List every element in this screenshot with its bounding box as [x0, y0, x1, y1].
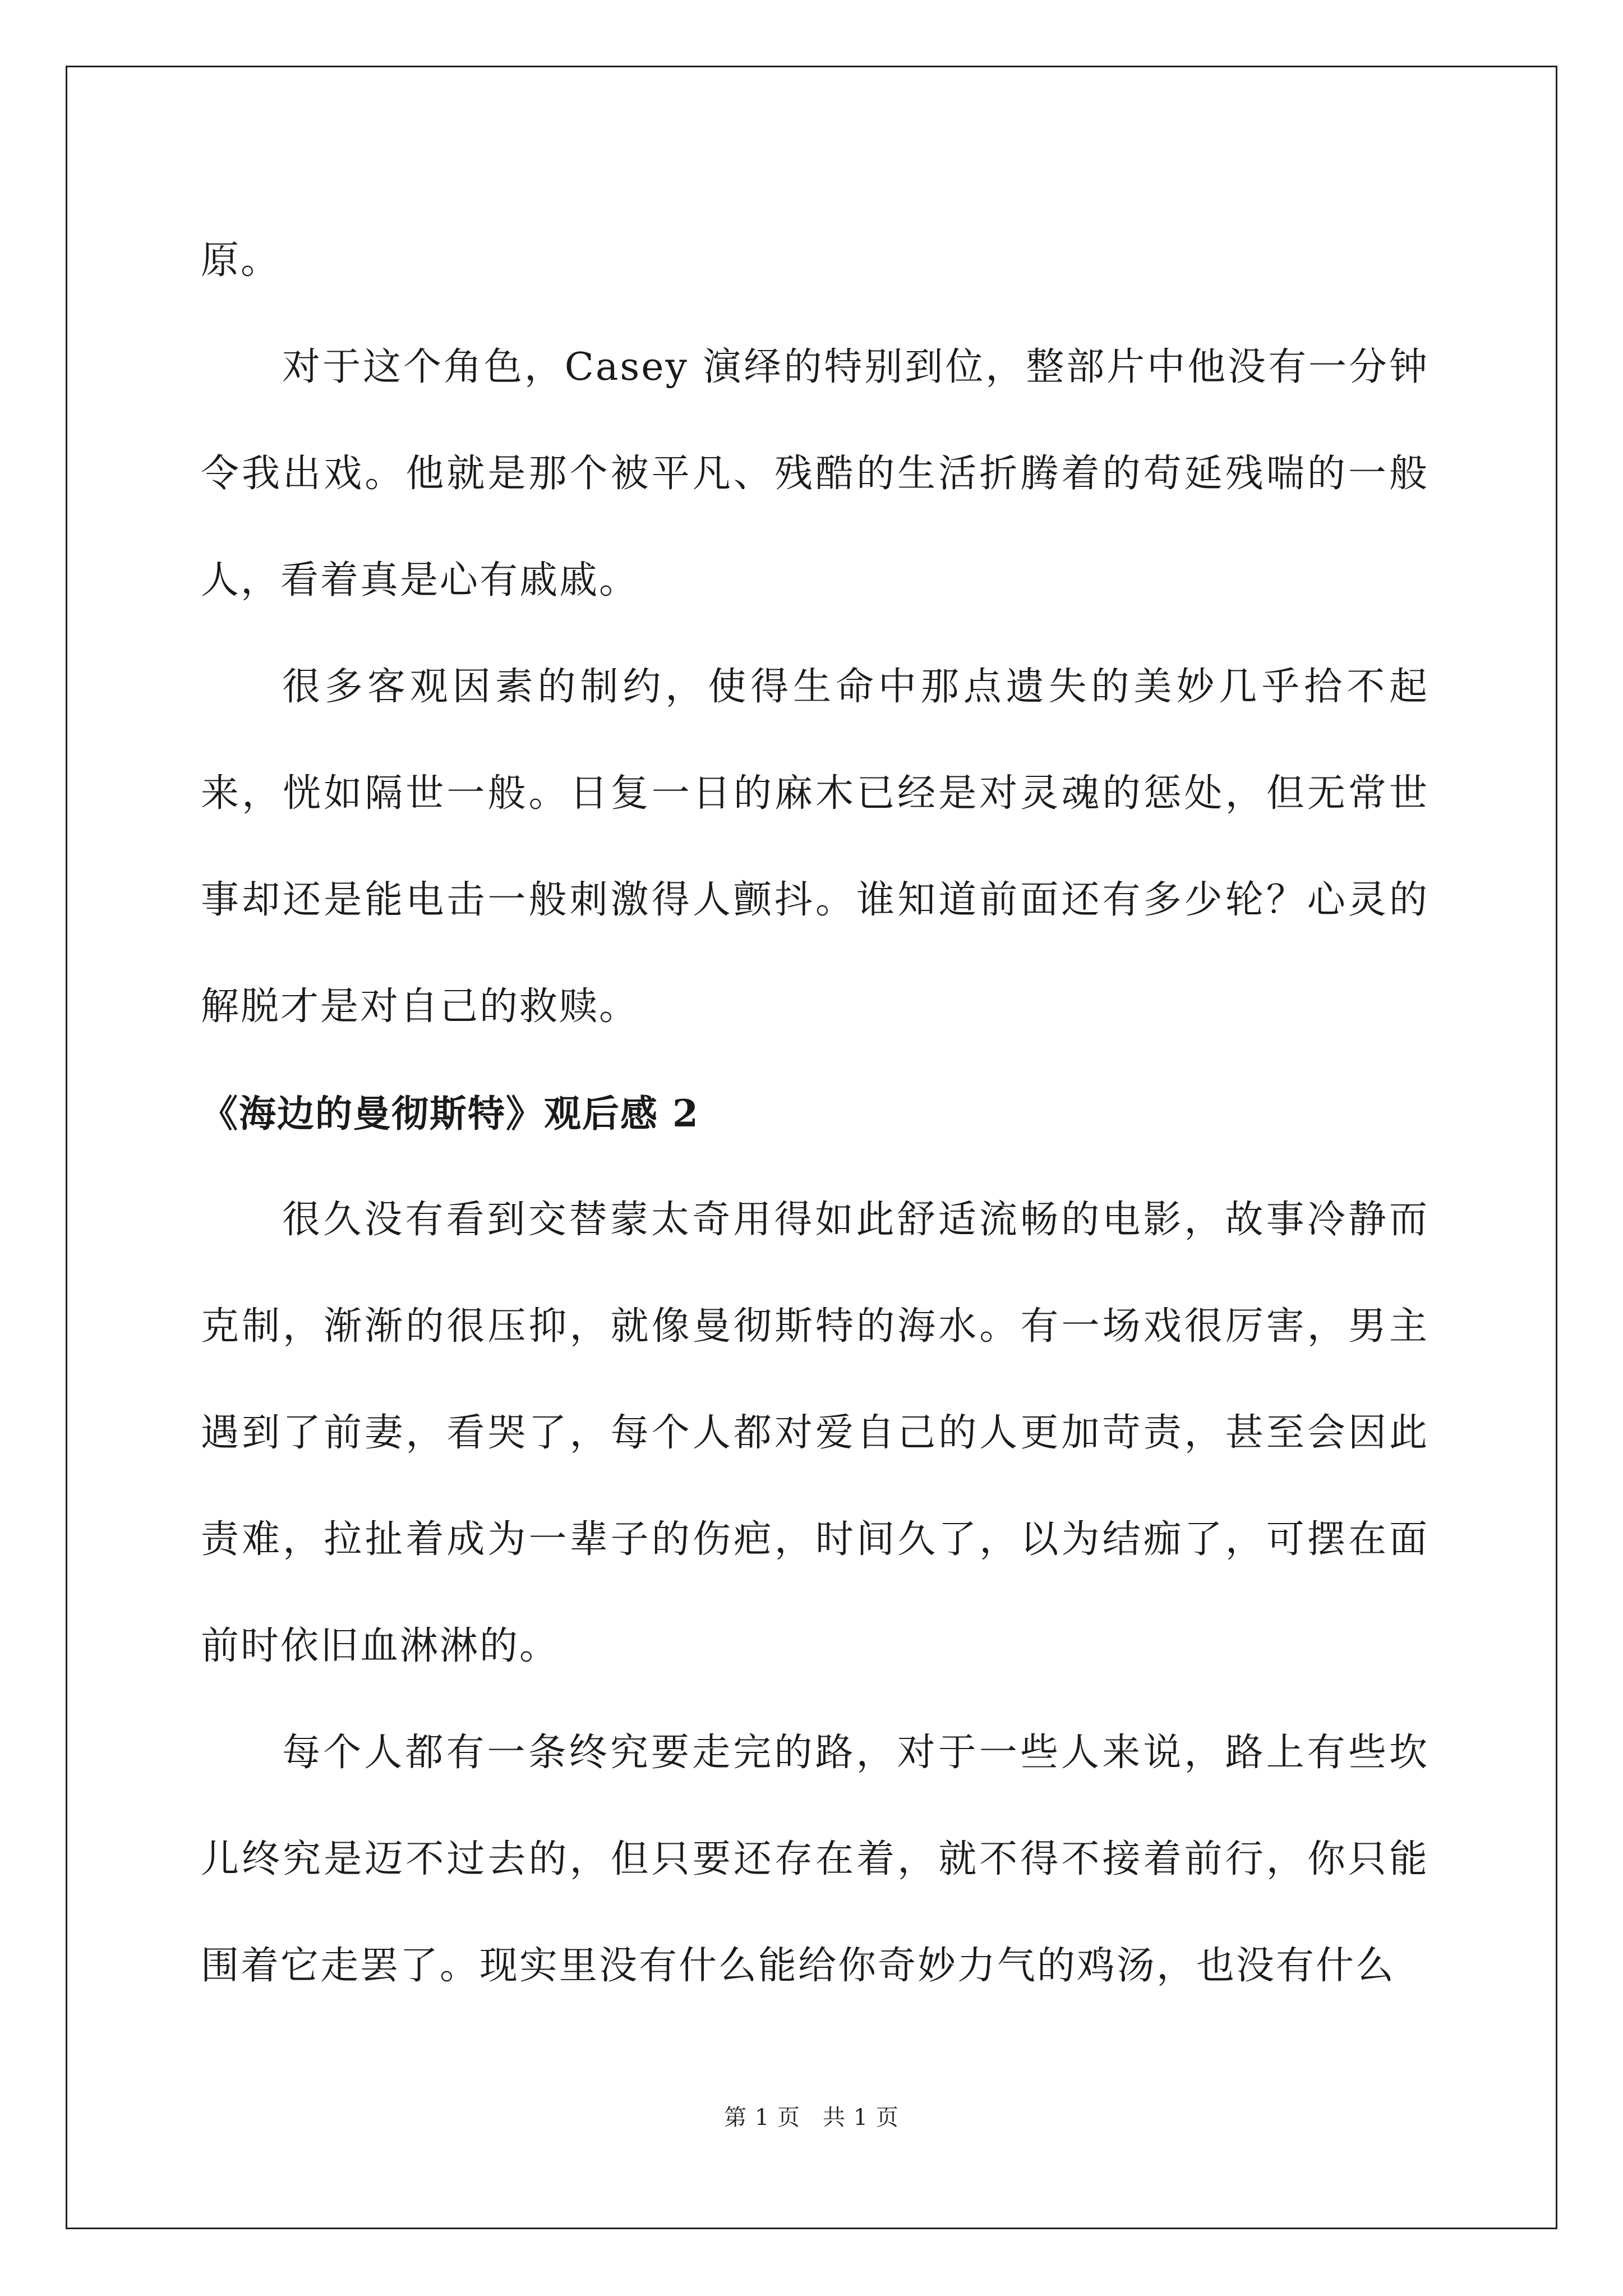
page-footer: [0, 2104, 1623, 2132]
paragraph-continuation: 原。: [201, 238, 281, 283]
section-heading: 《海边的曼彻斯特》观后感 2: [201, 1092, 699, 1135]
paragraph-path: 每个人都有一条终究要走完的路，对于一些人来说，路上有些坎儿终究是迈不过去的，但只要还存在着，就不得不接着前行，你只能围着它走罢了。现实里没有什么能给你奇妙力气的鸡汤，也没有什么: [201, 1731, 1429, 1988]
document-body: [201, 208, 1429, 2019]
page-number: 第 1 页: [724, 2105, 800, 2131]
paragraph-casey-role: 对于这个角色，Casey 演绎的特别到位，整部片中他没有一分钟令我出戏。他就是那个被平凡、残酷的生活折腾着的苟延残喘的一般人，看着真是心有戚戚。: [201, 345, 1429, 602]
paragraph-montage: 很久没有看到交替蒙太奇用得如此舒适流畅的电影，故事冷静而克制，渐渐的很压抑，就像曼彻斯特的海水。有一场戏很厉害，男主遇到了前妻，看哭了，每个人都对爱自己的人更加苛责，甚至会因此责难，拉扯着成为一辈子的伤疤，时间久了，以为结痂了，可摆在面前时依旧血淋淋的。: [201, 1198, 1429, 1668]
total-pages: 共 1 页: [823, 2105, 899, 2131]
paragraph-constraints: 很多客观因素的制约，使得生命中那点遗失的美妙几乎拾不起来，恍如隔世一般。日复一日的麻木已经是对灵魂的惩处，但无常世事却还是能电击一般刺激得人颤抖。谁知道前面还有多少轮？心灵的解脱才是对自己的救赎。: [201, 665, 1429, 1029]
